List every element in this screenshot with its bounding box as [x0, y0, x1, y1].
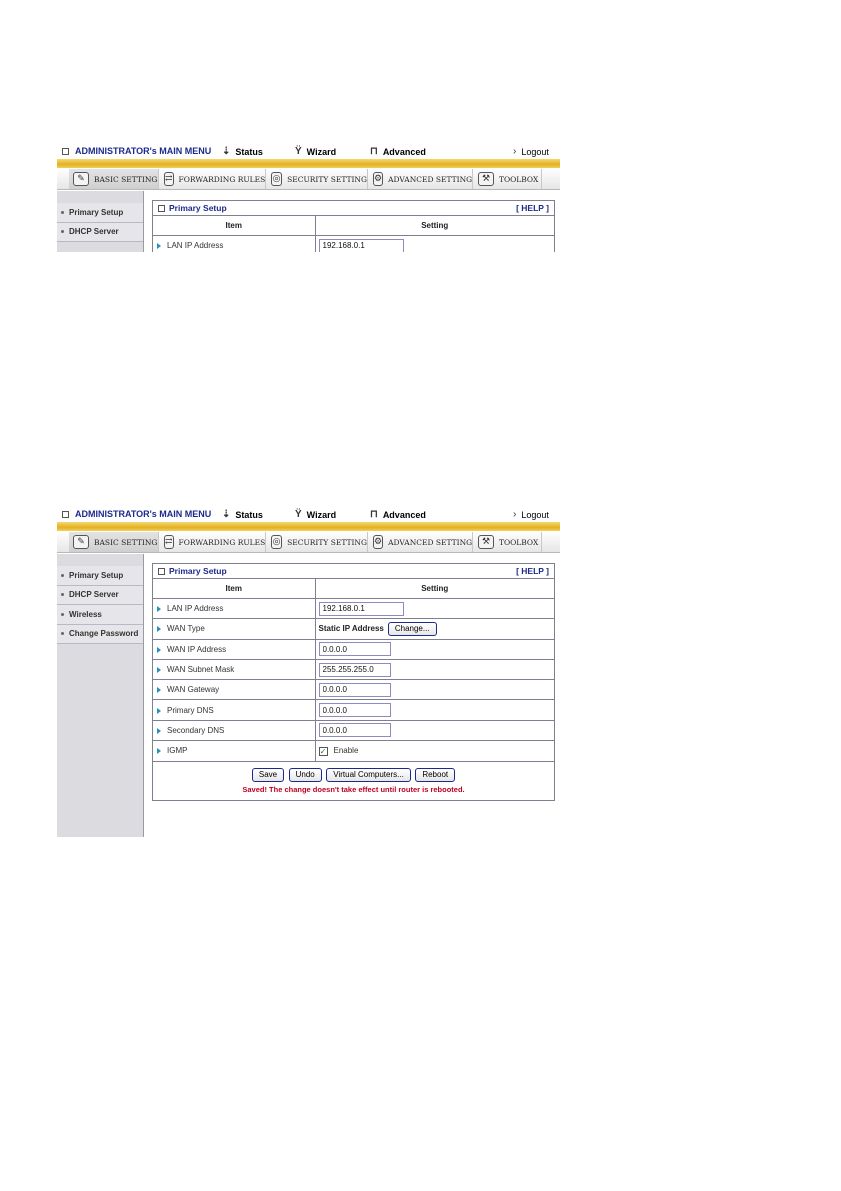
- main-menu-bar: [57, 145, 560, 159]
- tab-bar: [57, 168, 560, 190]
- gold-divider: [57, 522, 560, 531]
- panel-title-wrap: [158, 566, 227, 576]
- change-wan-type-button[interactable]: Change...: [388, 622, 437, 636]
- advanced-label: Advanced: [382, 509, 426, 520]
- sidebar: [57, 191, 144, 252]
- tab-basic-setting[interactable]: [69, 169, 159, 189]
- row-setting-cell: [315, 741, 554, 761]
- wan-type-value: Static IP Address: [318, 624, 384, 634]
- tab-label: FORWARDING RULES: [178, 537, 266, 547]
- security-icon: ◎: [272, 174, 281, 184]
- settings-table: [153, 215, 554, 252]
- tab-security-setting[interactable]: [267, 169, 368, 189]
- wizard-label: Wizard: [306, 146, 337, 157]
- row-setting-cell: [315, 700, 554, 720]
- row-label-cell: [153, 639, 315, 659]
- tab-label: SECURITY SETTING: [287, 537, 367, 547]
- panel-title: Primary Setup: [169, 203, 227, 213]
- row-label-cell: [153, 599, 315, 619]
- advanced-setting-icon: ⚙: [374, 174, 383, 184]
- arrow-icon: [157, 728, 161, 734]
- lan-ip-label: LAN IP Address: [167, 604, 224, 614]
- arrow-icon: [157, 626, 161, 632]
- saved-message: Saved! The change doesn't take effect until router is rebooted.: [242, 784, 465, 794]
- toolbox-icon: ⚒: [478, 172, 494, 186]
- menu-square-icon: [62, 511, 69, 518]
- wan-gateway-label: WAN Gateway: [167, 685, 220, 695]
- wizard-icon: Ÿ: [295, 146, 302, 157]
- col-item-header: Item: [153, 579, 315, 599]
- advanced-menu-link[interactable]: [370, 146, 426, 157]
- wizard-menu-link[interactable]: [295, 146, 336, 157]
- bullet-icon: [61, 230, 64, 233]
- chevron-right-icon: ›: [513, 146, 517, 157]
- arrow-icon: [157, 687, 161, 693]
- sidebar-spacer: [57, 191, 143, 203]
- tab-forwarding-rules[interactable]: [160, 169, 266, 189]
- igmp-label: IGMP: [167, 746, 188, 756]
- admin-menu-label: ADMINISTRATOR's MAIN MENU: [75, 146, 212, 156]
- table-row: [153, 599, 554, 619]
- row-label-cell: [153, 741, 315, 761]
- chevron-right-icon: ›: [513, 509, 517, 520]
- status-menu-link[interactable]: [222, 509, 263, 520]
- row-setting-cell: [315, 236, 554, 253]
- wan-subnet-mask-input[interactable]: [319, 663, 391, 677]
- row-label-cell: [153, 680, 315, 700]
- row-setting-cell: [315, 639, 554, 659]
- primary-setup-panel: [152, 200, 555, 252]
- table-row: [153, 619, 554, 639]
- col-setting-header: Setting: [315, 579, 554, 599]
- panel-square-icon: [158, 205, 165, 212]
- tab-label: ADVANCED SETTING: [388, 174, 473, 184]
- help-link[interactable]: [ HELP ]: [516, 566, 549, 576]
- lan-ip-input[interactable]: [319, 602, 404, 616]
- row-label-cell: [153, 700, 315, 720]
- bullet-icon: [61, 211, 64, 214]
- sidebar-item-primary-setup[interactable]: [57, 203, 143, 223]
- forwarding-icon: ⇄: [165, 174, 173, 184]
- router-ui-screenshot-full: [57, 508, 560, 837]
- table-row: [153, 639, 554, 659]
- secondary-dns-label: Secondary DNS: [167, 725, 225, 735]
- row-setting-cell: [315, 680, 554, 700]
- security-icon: ◎: [272, 537, 281, 547]
- table-row: [153, 720, 554, 740]
- row-label-cell: [153, 236, 315, 253]
- tab-advanced-setting[interactable]: [369, 169, 473, 189]
- tab-security-setting[interactable]: [267, 532, 368, 552]
- save-button[interactable]: Save: [252, 768, 284, 782]
- table-row: [153, 659, 554, 679]
- arrow-icon: [157, 667, 161, 673]
- sidebar-spacer: [57, 554, 143, 566]
- admin-menu-label: ADMINISTRATOR's MAIN MENU: [75, 509, 212, 519]
- status-icon: ⇣: [222, 509, 231, 520]
- tab-toolbox[interactable]: [474, 169, 542, 189]
- menu-square-icon: [62, 148, 69, 155]
- row-label-cell: [153, 659, 315, 679]
- col-setting-header: Setting: [315, 216, 554, 236]
- status-icon: ⇣: [222, 146, 231, 157]
- status-label: Status: [235, 146, 263, 157]
- table-row: [153, 741, 554, 761]
- row-setting-cell: [315, 659, 554, 679]
- sidebar-item-label: Change Password: [69, 629, 139, 639]
- table-row: [153, 236, 554, 253]
- wan-ip-label: WAN IP Address: [167, 644, 227, 654]
- sidebar-item-wireless[interactable]: [57, 605, 143, 625]
- table-row: [153, 680, 554, 700]
- virtual-computers-button[interactable]: Virtual Computers...: [326, 768, 411, 782]
- toolbox-icon: ⚒: [478, 535, 494, 549]
- arrow-icon: [157, 243, 161, 249]
- wizard-menu-link[interactable]: [295, 509, 336, 520]
- advanced-icon: ⊓: [370, 146, 378, 157]
- arrow-icon: [157, 647, 161, 653]
- col-item-header: Item: [153, 216, 315, 236]
- primary-dns-input[interactable]: [319, 703, 391, 717]
- advanced-icon: ⊓: [370, 509, 378, 520]
- row-label-cell: [153, 720, 315, 740]
- table-header-row: [153, 216, 554, 236]
- igmp-enable-checkbox[interactable]: ✓: [319, 746, 327, 756]
- router-ui-screenshot-cropped: [57, 145, 560, 252]
- help-link[interactable]: [ HELP ]: [516, 203, 549, 213]
- tab-bar: [57, 531, 560, 553]
- forwarding-icon: ⇄: [165, 537, 173, 547]
- sidebar-item-label: Wireless: [69, 609, 102, 619]
- sidebar-item-dhcp-server[interactable]: [57, 586, 143, 606]
- table-header-row: [153, 579, 554, 599]
- igmp-enable-label: Enable: [333, 746, 359, 756]
- logout-label: Logout: [521, 509, 549, 520]
- settings-table: [153, 578, 554, 761]
- reboot-button[interactable]: Reboot: [415, 768, 455, 782]
- tab-forwarding-rules[interactable]: [160, 532, 266, 552]
- primary-dns-label: Primary DNS: [167, 705, 214, 715]
- tab-label: FORWARDING RULES: [178, 174, 266, 184]
- bullet-icon: [61, 632, 64, 635]
- tab-label: ADVANCED SETTING: [388, 537, 473, 547]
- wan-ip-input[interactable]: [319, 642, 391, 656]
- action-buttons: [153, 768, 554, 782]
- sidebar-item-dhcp-server[interactable]: [57, 223, 143, 243]
- panel-title-wrap: [158, 203, 227, 213]
- row-setting-cell: [315, 619, 554, 639]
- panel-square-icon: [158, 568, 165, 575]
- panel-header: [153, 201, 554, 215]
- arrow-icon: [157, 748, 161, 754]
- main-menu-bar: [57, 508, 560, 522]
- gold-divider: [57, 159, 560, 168]
- wizard-label: Wizard: [306, 509, 337, 520]
- bullet-icon: [61, 574, 64, 577]
- advanced-label: Advanced: [382, 146, 426, 157]
- tab-advanced-setting[interactable]: [369, 532, 473, 552]
- advanced-menu-link[interactable]: [370, 509, 426, 520]
- row-setting-cell: [315, 720, 554, 740]
- undo-button[interactable]: Undo: [289, 768, 322, 782]
- sidebar-item-primary-setup[interactable]: [57, 566, 143, 586]
- primary-setup-panel: [152, 563, 555, 801]
- advanced-setting-icon: ⚙: [374, 537, 383, 547]
- status-label: Status: [235, 509, 263, 520]
- wan-gateway-input[interactable]: [319, 683, 391, 697]
- tab-basic-setting[interactable]: [69, 532, 159, 552]
- wan-subnet-mask-label: WAN Subnet Mask: [167, 665, 235, 675]
- tab-label: BASIC SETTING: [94, 537, 158, 547]
- sidebar-item-label: DHCP Server: [69, 590, 119, 600]
- wizard-icon: Ÿ: [295, 509, 302, 520]
- logout-link[interactable]: [513, 146, 549, 157]
- admin-main-menu[interactable]: [62, 509, 211, 519]
- status-menu-link[interactable]: [222, 146, 263, 157]
- lan-ip-label: LAN IP Address: [167, 241, 224, 251]
- sidebar-item-change-password[interactable]: [57, 625, 143, 645]
- row-setting-cell: [315, 599, 554, 619]
- arrow-icon: [157, 606, 161, 612]
- tab-label: TOOLBOX: [499, 174, 539, 184]
- tab-label: SECURITY SETTING: [287, 174, 367, 184]
- tab-label: TOOLBOX: [499, 537, 539, 547]
- sidebar-item-label: DHCP Server: [69, 227, 119, 237]
- action-bar: [153, 761, 554, 800]
- sidebar: [57, 554, 144, 837]
- bullet-icon: [61, 613, 64, 616]
- secondary-dns-input[interactable]: [319, 723, 391, 737]
- basic-setting-icon: ✎: [73, 535, 89, 549]
- lan-ip-input[interactable]: [319, 239, 404, 252]
- arrow-icon: [157, 708, 161, 714]
- logout-label: Logout: [521, 146, 549, 157]
- panel-title: Primary Setup: [169, 566, 227, 576]
- panel-header: [153, 564, 554, 578]
- row-label-cell: [153, 619, 315, 639]
- logout-link[interactable]: [513, 509, 549, 520]
- sidebar-item-label: Primary Setup: [69, 207, 124, 217]
- admin-main-menu[interactable]: [62, 146, 211, 156]
- table-row: [153, 700, 554, 720]
- sidebar-item-label: Primary Setup: [69, 570, 124, 580]
- wan-type-label: WAN Type: [167, 624, 205, 634]
- tab-toolbox[interactable]: [474, 532, 542, 552]
- tab-label: BASIC SETTING: [94, 174, 158, 184]
- bullet-icon: [61, 593, 64, 596]
- basic-setting-icon: ✎: [73, 172, 89, 186]
